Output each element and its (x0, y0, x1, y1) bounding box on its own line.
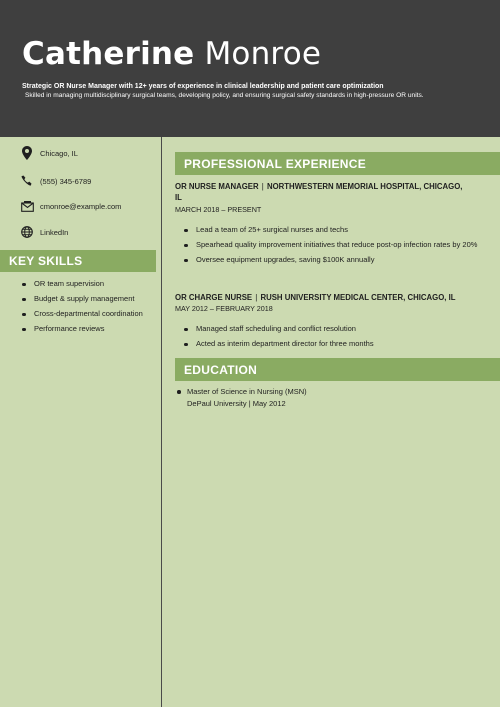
job-bullets (182, 324, 482, 354)
contact-location (20, 146, 78, 160)
contact-email (20, 199, 121, 213)
envelope-icon (20, 199, 34, 213)
headline: Strategic OR Nurse Manager with 12+ years of experience in clinical leadership and patient care optimization (22, 83, 384, 90)
job-org: NORTHWESTERN MEMORIAL HOSPITAL, CHICAGO, IL (175, 182, 463, 202)
education-bullet (177, 390, 181, 394)
job-bullet: Acted as interim department director for three months (182, 339, 482, 349)
education-year: May 2012 (252, 399, 286, 408)
job-separator: | (259, 182, 266, 191)
education-school: DePaul University (187, 399, 247, 408)
job-bullets (182, 225, 482, 270)
job-bullet: Oversee equipment upgrades, saving $100K annually (182, 255, 482, 265)
location-text: Chicago, IL (40, 148, 78, 158)
globe-icon (20, 225, 34, 239)
experience-heading: PROFESSIONAL EXPERIENCE (175, 152, 500, 175)
job-role: OR CHARGE NURSE (175, 293, 253, 302)
linkedin-text[interactable]: LinkedIn (40, 227, 69, 237)
first-name: Catherine (22, 36, 195, 72)
job-separator: | (253, 293, 260, 302)
phone-icon (20, 174, 34, 188)
education-heading: EDUCATION (175, 358, 500, 381)
job-title (175, 181, 465, 203)
education-degree: Master of Science in Nursing (MSN) (187, 387, 307, 396)
column-divider (161, 137, 162, 707)
job-bullet: Spearhead quality improvement initiatives that reduce post-op infection rates by 20% (182, 240, 482, 250)
skill-item: Performance reviews (20, 324, 155, 334)
skill-item: Budget & supply management (20, 294, 155, 304)
skill-item: OR team supervision (20, 279, 155, 289)
summary: Skilled in managing multidisciplinary surgical teams, developing policy, and ensuring surgical safety standards in high-pressure OR units. (25, 92, 424, 99)
phone-text: (555) 345-6789 (40, 176, 92, 186)
contact-phone (20, 174, 91, 188)
job-dates: MARCH 2018 – PRESENT (175, 205, 262, 214)
contact-linkedin (20, 225, 68, 239)
job-bullet: Managed staff scheduling and conflict resolution (182, 324, 482, 334)
job-dates: MAY 2012 – FEBRUARY 2018 (175, 304, 273, 313)
last-name: Monroe (204, 36, 322, 72)
job-title (175, 292, 495, 303)
job-role: OR NURSE MANAGER (175, 182, 259, 191)
skill-item: Cross-departmental coordination (20, 309, 155, 319)
email-text[interactable]: cmonroe@example.com (40, 201, 122, 211)
skills-heading: KEY SKILLS (0, 250, 156, 272)
job-bullet: Lead a team of 25+ surgical nurses and techs (182, 225, 482, 235)
skills-list (20, 279, 155, 339)
candidate-name (22, 36, 321, 72)
education-school-line (187, 399, 286, 408)
resume-header (0, 0, 500, 137)
job-org: RUSH UNIVERSITY MEDICAL CENTER, CHICAGO, IL (260, 293, 456, 302)
education-separator: | (246, 399, 253, 408)
location-pin-icon (20, 146, 34, 160)
